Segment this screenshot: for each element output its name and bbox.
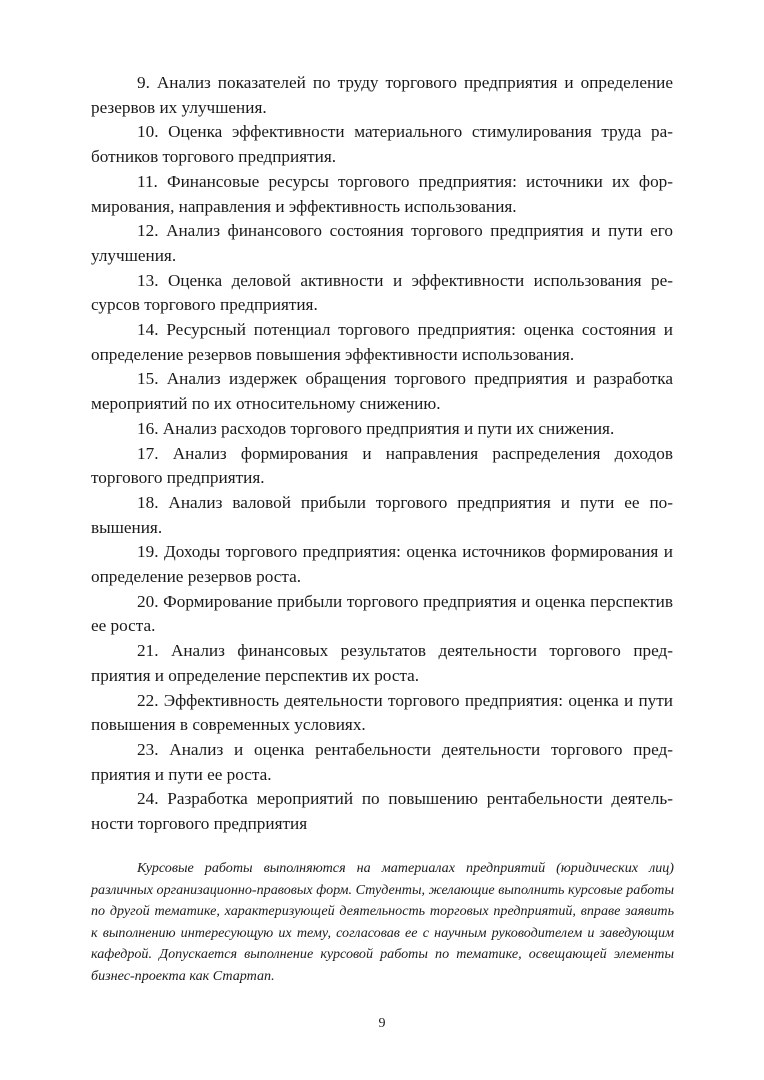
- topic-item: 24. Разработка мероприятий по повышению рентабельности деятельности торгового предприятия: [91, 789, 673, 834]
- topic-item: 23. Анализ и оценка рентабельности деятельности торгового предприятия и пути ее роста.: [91, 739, 673, 784]
- topic-item: 22. Эффективность деятельности торгового предприятия: оценка и пути повышения в современных условиях.: [91, 690, 673, 735]
- topic-item: 9. Анализ показателей по труду торгового предприятия и определение резервов их улучшения.: [91, 73, 673, 117]
- topic-item: 21. Анализ финансовых результатов деятельности торгового предприятия и определение перспектив их роста.: [91, 641, 673, 685]
- topic-item: 19. Доходы торгового предприятия: оценка источников формирования и определение резервов роста.: [91, 542, 673, 587]
- topic-item: 10. Оценка эффективности материального стимулирования труда работников торгового предприятия.: [91, 122, 673, 167]
- topic-item: 14. Ресурсный потенциал торгового предприятия: оценка состояния и определение резервов повышения эффективности использования.: [91, 320, 673, 364]
- topic-item: 11. Финансовые ресурсы торгового предприятия: источники их формирования, направления и эффективность использования.: [91, 171, 673, 216]
- topic-item: 17. Анализ формирования и направления распределения доходов торгового предприятия.: [91, 443, 673, 488]
- topic-item: 20. Формирование прибыли торгового предприятия и оценка перспектив ее роста.: [91, 591, 673, 636]
- course-topics-list: [91, 71, 673, 837]
- topic-item: 18. Анализ валовой прибыли торгового предприятия и пути ее повышения.: [91, 492, 673, 537]
- page-number: 9: [378, 1016, 386, 1031]
- topic-item: 12. Анализ финансового состояния торгового предприятия и пути его улучшения.: [91, 221, 673, 265]
- topic-item: 16. Анализ расходов торгового предприятия и пути их снижения.: [137, 418, 615, 438]
- course-work-note: Курсовые работы выполняются на материалах предприятий (юридических лиц) различных организационно-правовых форм. Студенты, желающие выполнить курсовые работы по другой тематике, характеризующей деятельность торговых предприятий, вправе заявить к выполнению интересующую их тему, согласовав ее с научным руководителем и заведующим кафедрой. Допускается выполнение курсовой работы по тематике, освещающей элементы бизнес-проекта как Стартап.: [91, 860, 674, 984]
- topic-item: 13. Оценка деловой активности и эффективности использования ресурсов торгового предприятия.: [91, 270, 673, 315]
- topic-item: 15. Анализ издержек обращения торгового предприятия и разработка мероприятий по их относительному снижению.: [91, 369, 673, 414]
